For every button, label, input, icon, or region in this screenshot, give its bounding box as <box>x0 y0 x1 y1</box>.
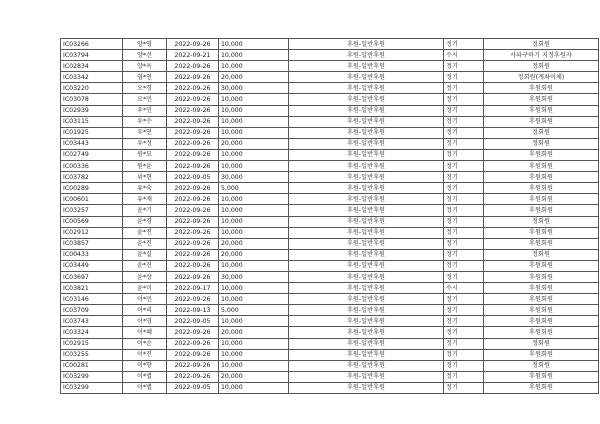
donor-id-cell: IC03220 <box>61 83 123 94</box>
table-row <box>61 127 599 138</box>
member-grade-cell: 후원회원 <box>484 371 599 382</box>
donor-name-cell: 원*묘 <box>123 149 167 160</box>
donor-name-cell: 우*수 <box>123 116 167 127</box>
member-grade-cell: 후원회원 <box>484 205 599 216</box>
member-grade-cell: 정회원 <box>484 39 599 50</box>
member-grade-cell: 정회원 <box>484 127 599 138</box>
donation-amount-cell: 10,000 <box>219 149 289 160</box>
donor-name-cell: 윤*상 <box>123 271 167 282</box>
donation-type-cell: 후원-일반후원 <box>289 183 444 194</box>
donor-id-cell: IC03324 <box>61 327 123 338</box>
donor-name-cell: 윤*미 <box>123 283 167 294</box>
member-grade-cell: 후원회원 <box>484 116 599 127</box>
donation-amount-cell: 10,000 <box>219 338 289 349</box>
donation-type-cell: 후원-일반후원 <box>289 116 444 127</box>
member-grade-cell: 후원회원 <box>484 238 599 249</box>
donation-amount-cell: 30,000 <box>219 83 289 94</box>
donation-type-cell: 후원-일반후원 <box>289 382 444 393</box>
donor-id-cell: IC00569 <box>61 216 123 227</box>
donor-name-cell: 우*정 <box>123 138 167 149</box>
donation-type-cell: 후원-일반후원 <box>289 72 444 83</box>
member-grade-cell: 후원회원 <box>484 172 599 183</box>
table-row <box>61 72 599 83</box>
donation-type-cell: 후원-일반후원 <box>289 271 444 282</box>
donation-cycle-cell: 정기 <box>444 116 484 127</box>
donation-amount-cell: 10,000 <box>219 382 289 393</box>
donor-name-cell: 양*영 <box>123 39 167 50</box>
donation-type-cell: 후원-일반후원 <box>289 194 444 205</box>
donation-cycle-cell: 정기 <box>444 183 484 194</box>
donation-amount-cell: 10,000 <box>219 294 289 305</box>
donation-amount-cell: 10,000 <box>219 205 289 216</box>
donation-date-cell: 2022-09-26 <box>167 83 219 94</box>
donation-amount-cell: 20,000 <box>219 72 289 83</box>
donor-id-cell: IC03146 <box>61 294 123 305</box>
donor-name-cell: 유*숙 <box>123 183 167 194</box>
donation-date-cell: 2022-09-26 <box>167 61 219 72</box>
donor-name-cell: 우*민 <box>123 105 167 116</box>
donation-cycle-cell: 정기 <box>444 260 484 271</box>
table-row <box>61 294 599 305</box>
donor-id-cell: IC02834 <box>61 61 123 72</box>
donation-amount-cell: 10,000 <box>219 50 289 61</box>
donation-date-cell: 2022-09-26 <box>167 116 219 127</box>
donation-amount-cell: 20,000 <box>219 249 289 260</box>
donation-cycle-cell: 정기 <box>444 360 484 371</box>
donation-type-cell: 후원-일반후원 <box>289 161 444 172</box>
donation-type-cell: 후원-일반후원 <box>289 39 444 50</box>
donation-date-cell: 2022-09-26 <box>167 138 219 149</box>
donation-cycle-cell: 정기 <box>444 371 484 382</box>
donation-amount-cell: 10,000 <box>219 161 289 172</box>
donation-date-cell: 2022-09-26 <box>167 294 219 305</box>
donation-type-cell: 후원-일반후원 <box>289 327 444 338</box>
donor-name-cell: 윤*기 <box>123 205 167 216</box>
donor-id-cell: IC01925 <box>61 127 123 138</box>
table-row <box>61 216 599 227</box>
donor-name-cell: 염*연 <box>123 72 167 83</box>
member-grade-cell: 후원회원 <box>484 161 599 172</box>
donation-amount-cell: 10,000 <box>219 349 289 360</box>
donor-name-cell: 이*진 <box>123 349 167 360</box>
donor-id-cell: IC00433 <box>61 249 123 260</box>
donation-amount-cell: 20,000 <box>219 238 289 249</box>
member-grade-cell: 후원회원 <box>484 105 599 116</box>
donor-name-cell: 양*선 <box>123 50 167 61</box>
donation-type-cell: 후원-일반후원 <box>289 205 444 216</box>
donation-cycle-cell: 수시 <box>444 50 484 61</box>
donor-id-cell: IC03794 <box>61 50 123 61</box>
table-row <box>61 360 599 371</box>
donation-type-cell: 후원-일반후원 <box>289 283 444 294</box>
donation-date-cell: 2022-09-26 <box>167 194 219 205</box>
donation-type-cell: 후원-일반후원 <box>289 294 444 305</box>
donor-name-cell: 양*옥 <box>123 61 167 72</box>
member-grade-cell: 후원회원 <box>484 194 599 205</box>
donation-cycle-cell: 정기 <box>444 83 484 94</box>
donation-type-cell: 후원-일반후원 <box>289 149 444 160</box>
donation-amount-cell: 10,000 <box>219 94 289 105</box>
table-row <box>61 83 599 94</box>
donation-date-cell: 2022-09-26 <box>167 39 219 50</box>
donation-table <box>60 38 599 394</box>
donor-id-cell: IC02915 <box>61 338 123 349</box>
donation-amount-cell: 30,000 <box>219 271 289 282</box>
table-row <box>61 327 599 338</box>
donation-cycle-cell: 정기 <box>444 127 484 138</box>
table-row <box>61 161 599 172</box>
table-row <box>61 149 599 160</box>
donation-date-cell: 2022-09-26 <box>167 338 219 349</box>
donation-cycle-cell: 정기 <box>444 138 484 149</box>
donation-date-cell: 2022-09-26 <box>167 183 219 194</box>
donor-name-cell: 윤*진 <box>123 260 167 271</box>
table-row <box>61 39 599 50</box>
donation-cycle-cell: 정기 <box>444 271 484 282</box>
donor-id-cell: IC03857 <box>61 238 123 249</box>
member-grade-cell: 후원회원 <box>484 271 599 282</box>
member-grade-cell: 후원회원 <box>484 316 599 327</box>
donor-id-cell: IC02939 <box>61 105 123 116</box>
member-grade-cell: 후원회원 <box>484 83 599 94</box>
donation-date-cell: 2022-09-26 <box>167 227 219 238</box>
donation-cycle-cell: 정기 <box>444 249 484 260</box>
donation-amount-cell: 10,000 <box>219 227 289 238</box>
donation-cycle-cell: 정기 <box>444 294 484 305</box>
table-row <box>61 349 599 360</box>
donor-name-cell: 이*리 <box>123 305 167 316</box>
table-row <box>61 238 599 249</box>
donation-cycle-cell: 정기 <box>444 216 484 227</box>
donation-cycle-cell: 정기 <box>444 172 484 183</box>
donor-id-cell: IC03709 <box>61 305 123 316</box>
donation-cycle-cell: 정기 <box>444 327 484 338</box>
member-grade-cell: 정회원 <box>484 138 599 149</box>
donor-id-cell: IC00289 <box>61 183 123 194</box>
donor-id-cell: IC00336 <box>61 161 123 172</box>
member-grade-cell: 후원회원 <box>484 183 599 194</box>
donation-type-cell: 후원-일반후원 <box>289 349 444 360</box>
donor-name-cell: 위*현 <box>123 172 167 183</box>
donation-amount-cell: 10,000 <box>219 39 289 50</box>
donor-id-cell: IC03299 <box>61 371 123 382</box>
donation-date-cell: 2022-09-26 <box>167 271 219 282</box>
table-row <box>61 116 599 127</box>
donor-id-cell: IC02912 <box>61 227 123 238</box>
donor-id-cell: IC03697 <box>61 271 123 282</box>
donation-amount-cell: 10,000 <box>219 316 289 327</box>
donation-type-cell: 후원-일반후원 <box>289 172 444 183</box>
donation-date-cell: 2022-09-26 <box>167 161 219 172</box>
member-grade-cell: 정회원 <box>484 61 599 72</box>
donation-type-cell: 후원-일반후원 <box>289 105 444 116</box>
donation-date-cell: 2022-09-13 <box>167 305 219 316</box>
donation-date-cell: 2022-09-26 <box>167 105 219 116</box>
donor-id-cell: IC03115 <box>61 116 123 127</box>
table-row <box>61 260 599 271</box>
donor-name-cell: 원*윤 <box>123 161 167 172</box>
donation-cycle-cell: 정기 <box>444 227 484 238</box>
donor-id-cell: IC03299 <box>61 382 123 393</box>
table-row <box>61 338 599 349</box>
member-grade-cell: 후원회원 <box>484 227 599 238</box>
member-grade-cell: 후원회원 <box>484 327 599 338</box>
table-row <box>61 105 599 116</box>
member-grade-cell: 사파구하기 지정후원자 <box>484 50 599 61</box>
member-grade-cell: 후원회원 <box>484 294 599 305</box>
donor-id-cell: IC00281 <box>61 360 123 371</box>
donation-cycle-cell: 정기 <box>444 194 484 205</box>
donation-date-cell: 2022-09-26 <box>167 249 219 260</box>
table-row <box>61 194 599 205</box>
donation-amount-cell: 10,000 <box>219 260 289 271</box>
donor-name-cell: 오*경 <box>123 83 167 94</box>
donation-cycle-cell: 정기 <box>444 382 484 393</box>
donation-date-cell: 2022-09-17 <box>167 283 219 294</box>
donation-date-cell: 2022-09-26 <box>167 72 219 83</box>
donor-id-cell: IC03821 <box>61 283 123 294</box>
donation-amount-cell: 10,000 <box>219 360 289 371</box>
donor-id-cell: IC03782 <box>61 172 123 183</box>
table-row <box>61 316 599 327</box>
member-grade-cell: 정회원 <box>484 216 599 227</box>
donor-id-cell: IC03743 <box>61 316 123 327</box>
donation-date-cell: 2022-09-21 <box>167 50 219 61</box>
donation-type-cell: 후원-일반후원 <box>289 61 444 72</box>
member-grade-cell: 후원회원 <box>484 283 599 294</box>
donation-amount-cell: 30,000 <box>219 172 289 183</box>
table-row <box>61 183 599 194</box>
donor-name-cell: 이*별 <box>123 382 167 393</box>
donation-type-cell: 후원-일반후원 <box>289 249 444 260</box>
donor-name-cell: 윤*실 <box>123 249 167 260</box>
donation-cycle-cell: 정기 <box>444 205 484 216</box>
donation-type-cell: 후원-일반후원 <box>289 216 444 227</box>
table-row <box>61 94 599 105</box>
donation-date-cell: 2022-09-26 <box>167 371 219 382</box>
donation-amount-cell: 5,000 <box>219 183 289 194</box>
donation-type-cell: 후원-일반후원 <box>289 371 444 382</box>
donor-id-cell: IC03449 <box>61 260 123 271</box>
donation-amount-cell: 10,000 <box>219 194 289 205</box>
member-grade-cell: 후원회원 <box>484 149 599 160</box>
donation-cycle-cell: 정기 <box>444 238 484 249</box>
table-row <box>61 249 599 260</box>
donation-cycle-cell: 정기 <box>444 305 484 316</box>
donor-name-cell: 오*민 <box>123 94 167 105</box>
table-row <box>61 227 599 238</box>
donation-type-cell: 후원-일반후원 <box>289 260 444 271</box>
donor-id-cell: IC03443 <box>61 138 123 149</box>
donation-cycle-cell: 정기 <box>444 39 484 50</box>
donation-amount-cell: 10,000 <box>219 105 289 116</box>
donor-id-cell: IC03257 <box>61 205 123 216</box>
donation-date-cell: 2022-09-26 <box>167 360 219 371</box>
table-row <box>61 305 599 316</box>
donation-cycle-cell: 정기 <box>444 72 484 83</box>
donation-amount-cell: 20,000 <box>219 371 289 382</box>
member-grade-cell: 정회원 <box>484 249 599 260</box>
donation-amount-cell: 20,000 <box>219 327 289 338</box>
donor-id-cell: IC02749 <box>61 149 123 160</box>
table-row <box>61 138 599 149</box>
donor-name-cell: 윤*경 <box>123 216 167 227</box>
donation-date-cell: 2022-09-26 <box>167 149 219 160</box>
member-grade-cell: 후원회원 <box>484 382 599 393</box>
donor-id-cell: IC03078 <box>61 94 123 105</box>
donation-type-cell: 후원-일반후원 <box>289 227 444 238</box>
donation-cycle-cell: 정기 <box>444 349 484 360</box>
donor-name-cell: 이*혜 <box>123 327 167 338</box>
donor-name-cell: 이*향 <box>123 360 167 371</box>
donation-cycle-cell: 정기 <box>444 61 484 72</box>
table-row <box>61 371 599 382</box>
donation-date-cell: 2022-09-05 <box>167 172 219 183</box>
donation-type-cell: 후원-일반후원 <box>289 94 444 105</box>
donation-type-cell: 후원-일반후원 <box>289 360 444 371</box>
donation-date-cell: 2022-09-26 <box>167 127 219 138</box>
donor-id-cell: IC03342 <box>61 72 123 83</box>
donation-type-cell: 후원-일반후원 <box>289 138 444 149</box>
donor-name-cell: 우*연 <box>123 127 167 138</box>
donation-type-cell: 후원-일반후원 <box>289 338 444 349</box>
donor-id-cell: IC03255 <box>61 349 123 360</box>
donation-type-cell: 후원-일반후원 <box>289 238 444 249</box>
donation-amount-cell: 10,000 <box>219 61 289 72</box>
donation-amount-cell: 10,000 <box>219 216 289 227</box>
donation-type-cell: 후원-일반후원 <box>289 305 444 316</box>
donation-cycle-cell: 정기 <box>444 94 484 105</box>
donation-cycle-cell: 정기 <box>444 338 484 349</box>
donor-name-cell: 이*별 <box>123 371 167 382</box>
donor-name-cell: 윤*진 <box>123 227 167 238</box>
donation-date-cell: 2022-09-26 <box>167 94 219 105</box>
table-row <box>61 283 599 294</box>
member-grade-cell: 후원회원 <box>484 349 599 360</box>
donation-date-cell: 2022-09-05 <box>167 382 219 393</box>
donation-type-cell: 후원-일반후원 <box>289 83 444 94</box>
table-row <box>61 50 599 61</box>
member-grade-cell: 후원회원 <box>484 305 599 316</box>
donation-amount-cell: 10,000 <box>219 283 289 294</box>
donation-date-cell: 2022-09-05 <box>167 316 219 327</box>
donation-cycle-cell: 정기 <box>444 316 484 327</box>
donation-amount-cell: 5,000 <box>219 305 289 316</box>
table-row <box>61 382 599 393</box>
donation-date-cell: 2022-09-26 <box>167 238 219 249</box>
donor-name-cell: 이*민 <box>123 294 167 305</box>
donation-date-cell: 2022-09-26 <box>167 349 219 360</box>
table-row <box>61 271 599 282</box>
donation-cycle-cell: 정기 <box>444 161 484 172</box>
donation-amount-cell: 20,000 <box>219 138 289 149</box>
donor-id-cell: IC00601 <box>61 194 123 205</box>
donation-type-cell: 후원-일반후원 <box>289 50 444 61</box>
donation-cycle-cell: 정기 <box>444 149 484 160</box>
donation-cycle-cell: 정기 <box>444 105 484 116</box>
donation-date-cell: 2022-09-26 <box>167 216 219 227</box>
table-row <box>61 61 599 72</box>
donation-date-cell: 2022-09-26 <box>167 260 219 271</box>
donation-cycle-cell: 수시 <box>444 283 484 294</box>
donor-id-cell: IC03266 <box>61 39 123 50</box>
member-grade-cell: 정회원(계좌이체) <box>484 72 599 83</box>
member-grade-cell: 후원회원 <box>484 94 599 105</box>
donor-name-cell: 이*영 <box>123 316 167 327</box>
donor-name-cell: 이*순 <box>123 338 167 349</box>
donation-type-cell: 후원-일반후원 <box>289 316 444 327</box>
member-grade-cell: 정회원 <box>484 338 599 349</box>
member-grade-cell: 정회원 <box>484 360 599 371</box>
donation-amount-cell: 10,000 <box>219 116 289 127</box>
donation-type-cell: 후원-일반후원 <box>289 127 444 138</box>
table-row <box>61 205 599 216</box>
donor-name-cell: 유*재 <box>123 194 167 205</box>
donation-date-cell: 2022-09-26 <box>167 205 219 216</box>
donation-table-body <box>61 39 599 394</box>
donor-name-cell: 윤*진 <box>123 238 167 249</box>
table-row <box>61 172 599 183</box>
donation-amount-cell: 10,000 <box>219 127 289 138</box>
member-grade-cell: 후원회원 <box>484 260 599 271</box>
donation-date-cell: 2022-09-26 <box>167 327 219 338</box>
